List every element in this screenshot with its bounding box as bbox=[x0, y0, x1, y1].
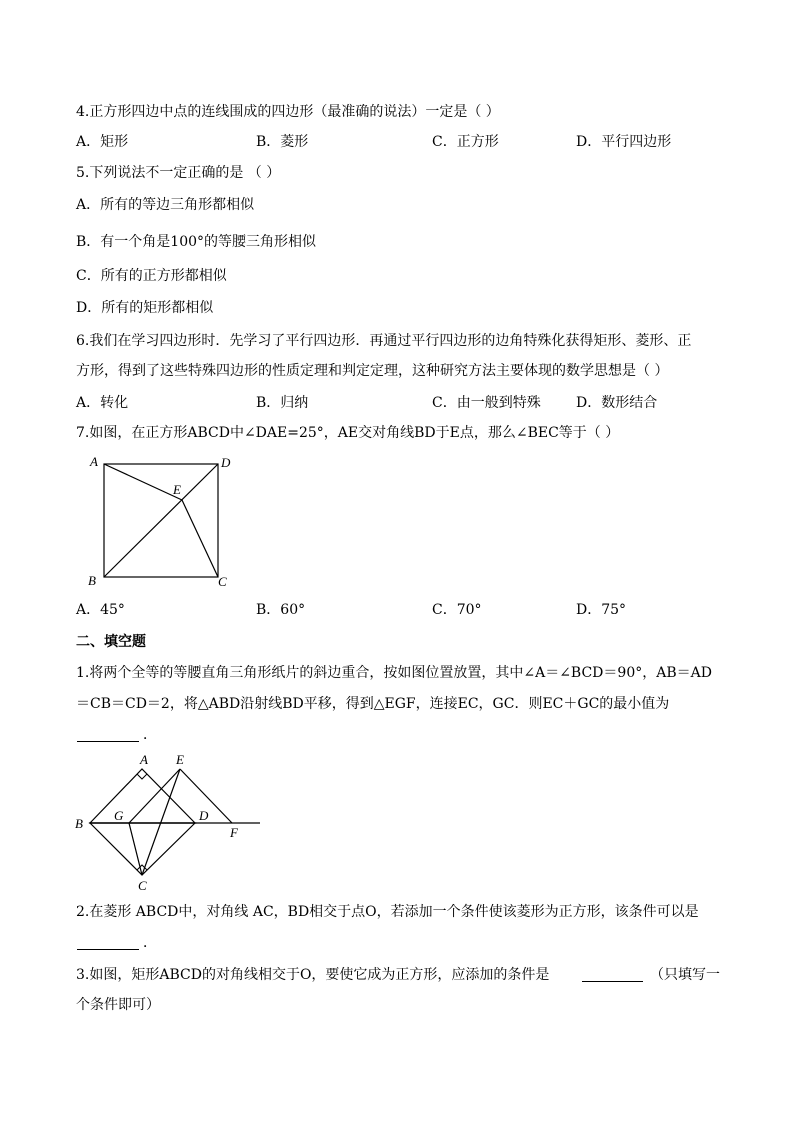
q5-option-d: D．所有的矩形都相似 bbox=[76, 300, 214, 316]
f1-answer-blank[interactable] bbox=[77, 741, 139, 742]
q7-square-figure bbox=[80, 450, 240, 592]
label-b: B bbox=[75, 816, 83, 831]
label-e: E bbox=[176, 752, 184, 767]
label-b: B bbox=[88, 573, 96, 588]
label-a: A bbox=[90, 454, 98, 469]
q6-stem-line1: 6.我们在学习四边形时．先学习了平行四边形．再通过平行四边形的边角特殊化获得矩形、菱形、正 bbox=[76, 333, 692, 349]
q5-option-c: C．所有的正方形都相似 bbox=[76, 268, 227, 284]
q6-option-d: D．数形结合 bbox=[576, 395, 658, 411]
label-c: C bbox=[138, 878, 147, 893]
label-d: D bbox=[199, 808, 209, 823]
q4-option-b: B．菱形 bbox=[256, 134, 309, 150]
f2-stem-line1: 2.在菱形 ABCD中，对角线 AC，BD相交于点O，若添加一个条件使该菱形为正方形，该条件可以是 bbox=[76, 904, 699, 920]
q5-option-a: A．所有的等边三角形都相似 bbox=[76, 197, 255, 213]
f1-period: ． bbox=[143, 727, 157, 743]
f1-stem-line2: ＝CB＝CD＝2，将△ABD沿射线BD平移，得到△EGF，连接EC，GC．则EC＋GC的最小值为 bbox=[76, 696, 670, 712]
right-angle-a bbox=[137, 774, 147, 779]
q4-stem: 4.正方形四边中点的连线围成的四边形（最准确的说法）一定是（ ） bbox=[76, 104, 500, 120]
label-e: E bbox=[173, 482, 181, 497]
triangle-bcd bbox=[90, 823, 195, 875]
q5-option-b: B．有一个角是100°的等腰三角形相似 bbox=[76, 234, 317, 250]
f3-stem-line1a: 3.如图，矩形ABCD的对角线相交于O，要使它成为正方形，应添加的条件是 bbox=[76, 967, 550, 983]
segment-ae bbox=[104, 464, 182, 500]
label-c: C bbox=[218, 574, 227, 589]
segment-ec bbox=[142, 769, 180, 875]
f3-stem-line1b: （只填写一 bbox=[650, 967, 720, 983]
f1-triangles-figure bbox=[72, 750, 264, 894]
triangle-abd bbox=[90, 769, 195, 823]
q4-option-a: A．矩形 bbox=[76, 134, 129, 150]
q6-option-a: A．转化 bbox=[76, 395, 129, 411]
label-f: F bbox=[230, 825, 238, 840]
label-g: G bbox=[114, 808, 124, 823]
q7-option-c: C．70° bbox=[432, 602, 482, 618]
segment-ge bbox=[129, 769, 180, 823]
section-title: 二、填空题 bbox=[76, 634, 146, 650]
q6-option-b: B．归纳 bbox=[256, 395, 309, 411]
f3-stem-line2: 个条件即可） bbox=[76, 997, 160, 1013]
diagonal-bd bbox=[104, 464, 218, 577]
f1-stem-line1: 1.将两个全等的等腰直角三角形纸片的斜边重合，按如图位置放置，其中∠A＝∠BCD＝90°，AB＝AD bbox=[76, 665, 712, 681]
f2-answer-blank[interactable] bbox=[77, 949, 139, 950]
segment-ec bbox=[182, 500, 218, 577]
q6-option-c: C．由一般到特殊 bbox=[432, 395, 541, 411]
q4-option-c: C．正方形 bbox=[432, 134, 499, 150]
label-d: D bbox=[221, 455, 231, 470]
q6-stem-line2: 方形，得到了这些特殊四边形的性质定理和判定定理，这种研究方法主要体现的数学思想是（ ） bbox=[76, 363, 669, 379]
q7-option-b: B．60° bbox=[256, 602, 306, 618]
q7-stem: 7.如图，在正方形ABCD中∠DAE=25°，AE交对角线BD于E点，那么∠BEC等于（ ） bbox=[76, 425, 620, 441]
q5-stem: 5.下列说法不一定正确的是 （ ） bbox=[76, 165, 281, 181]
f2-period: ． bbox=[143, 935, 157, 951]
label-a: A bbox=[140, 752, 148, 767]
q7-option-d: D．75° bbox=[576, 602, 627, 618]
q7-option-a: A．45° bbox=[76, 602, 125, 618]
q4-option-d: D．平行四边形 bbox=[576, 134, 672, 150]
f3-answer-blank[interactable] bbox=[582, 981, 643, 982]
